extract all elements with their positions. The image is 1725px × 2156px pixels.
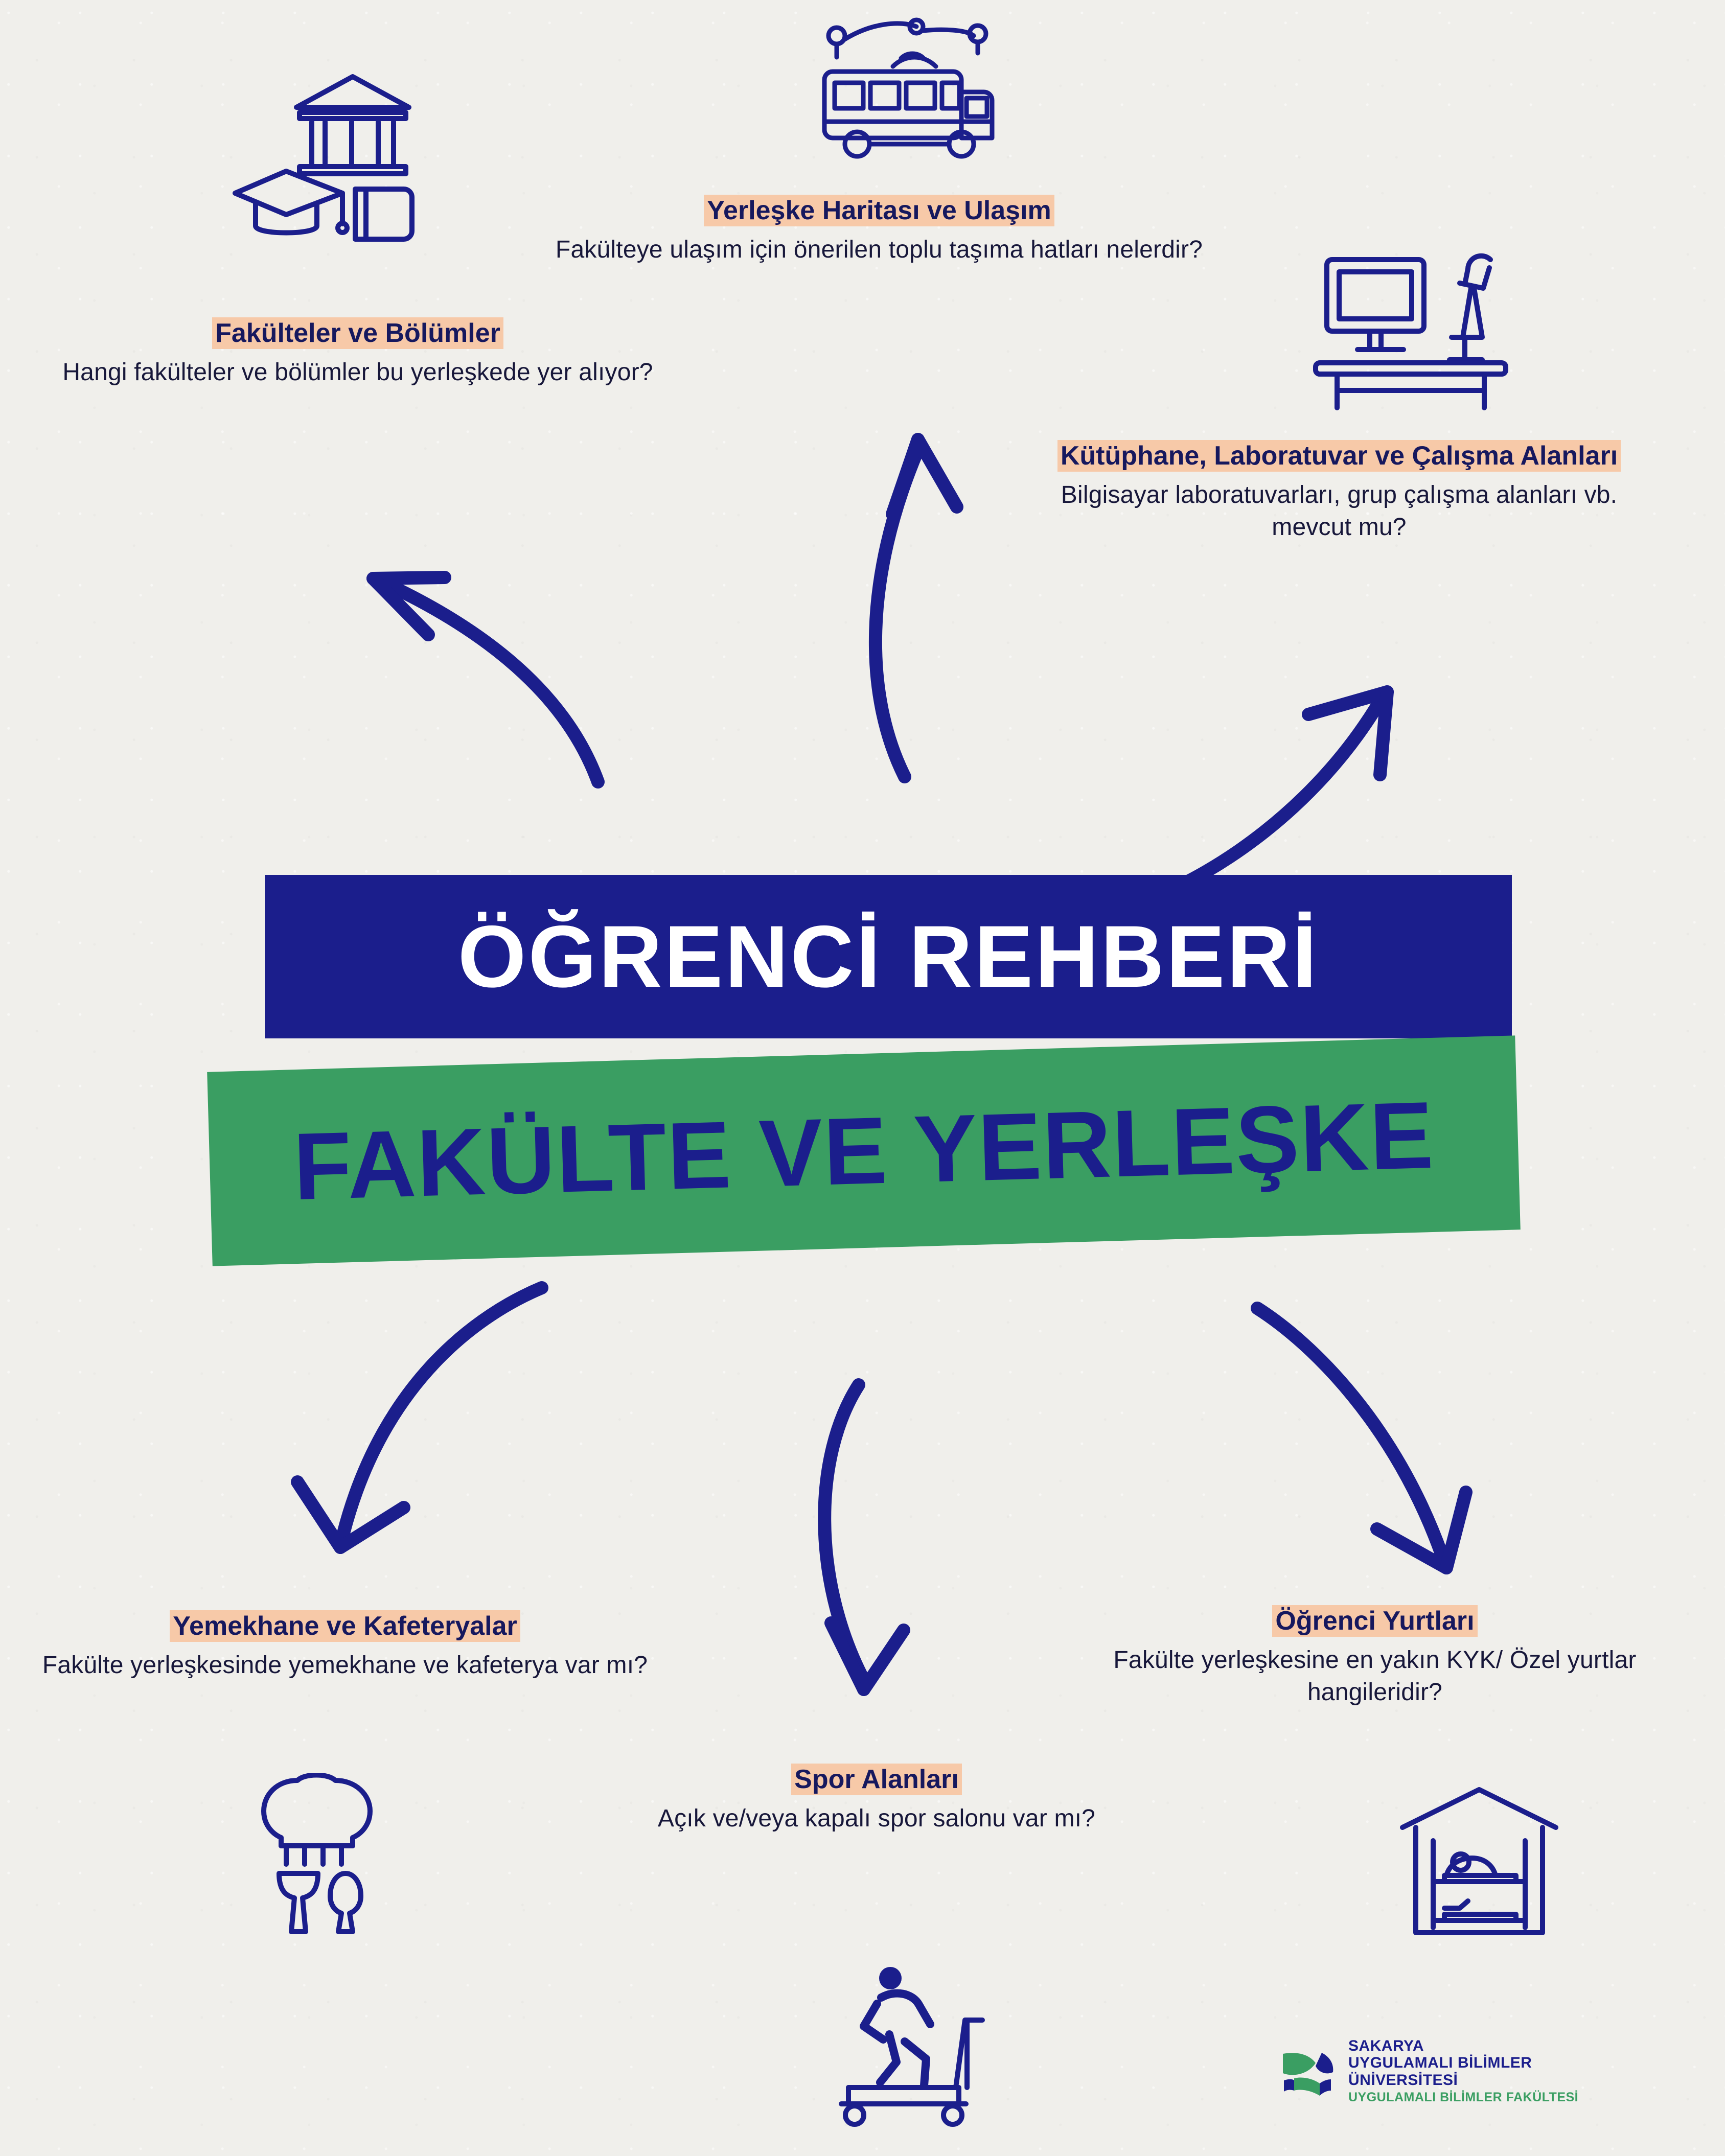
node-title-wrap — [1032, 439, 1646, 472]
university-logo — [1273, 2036, 1578, 2105]
node-description: Fakülte yerleşkesine en yakın KYK/ Özel yurtlar hangileridir? — [1113, 1647, 1637, 1706]
arrow-to-yerleske-haritasi — [843, 419, 997, 787]
logo-line-1: SAKARYA — [1348, 2037, 1424, 2054]
fork-spoon-chef-hat-icon — [256, 1773, 409, 1937]
node-title: Kütüphane, Laboratuvar ve Çalışma Alanları — [1057, 440, 1621, 472]
banner-top-text: ÖĞRENCİ REHBERİ — [457, 908, 1319, 1006]
treadmill-runner-icon — [828, 1960, 997, 2128]
node-title-wrap — [532, 194, 1227, 227]
banner-fakulte-ve-yerleske — [207, 1035, 1521, 1266]
node-title-wrap — [0, 1610, 690, 1642]
banner-ogrenci-rehberi — [265, 875, 1512, 1038]
node-ogrenci-yurtlari — [1068, 1605, 1682, 1708]
node-title: Spor Alanları — [791, 1764, 962, 1795]
arrow-to-kutuphane — [1145, 675, 1411, 905]
logo-line-2: UYGULAMALI BİLİMLER — [1348, 2054, 1532, 2072]
node-kutuphane-laboratuvar-ve-calisma-alanlari — [1032, 439, 1646, 543]
node-title: Öğrenci Yurtları — [1272, 1605, 1477, 1637]
node-title: Yerleşke Haritası ve Ulaşım — [704, 195, 1054, 226]
node-description: Fakülteye ulaşım için önerilen toplu taşıma hatları nelerdir? — [555, 236, 1203, 264]
leaf-book-logo-icon — [1273, 2036, 1339, 2105]
bus-icon — [815, 15, 1009, 169]
university-graduation-book-icon — [225, 61, 440, 245]
arrow-to-ogrenci-yurtlari — [1237, 1298, 1503, 1584]
node-title: Yemekhane ve Kafeteryalar — [170, 1610, 520, 1642]
logo-line-4: UYGULAMALI BİLİMLER FAKÜLTESİ — [1348, 2090, 1579, 2105]
node-description: Hangi fakülteler ve bölümler bu yerleşkede yer alıyor? — [62, 359, 653, 386]
arrow-to-fakulteler — [337, 521, 624, 797]
desk-computer-lamp-icon — [1308, 244, 1513, 413]
node-yemekhane-ve-kafeteryalar — [0, 1610, 690, 1682]
node-description: Açık ve/veya kapalı spor salonu var mı? — [657, 1805, 1096, 1833]
node-title-wrap — [1068, 1605, 1682, 1637]
node-yerleske-haritasi-ve-ulasim — [532, 194, 1227, 266]
node-title: Fakülteler ve Bölümler — [212, 317, 503, 349]
banner-bottom-text: FAKÜLTE VE YERLEŞKE — [292, 1082, 1436, 1220]
dormitory-bunk-bed-icon — [1395, 1783, 1564, 1942]
logo-line-3: ÜNİVERSİTESİ — [1348, 2071, 1458, 2089]
node-fakulteler-ve-bolumler — [61, 317, 654, 389]
node-description: Bilgisayar laboratuvarları, grup çalışma alanları vb. mevcut mu? — [1061, 481, 1618, 541]
node-spor-alanlari — [542, 1763, 1211, 1835]
arrow-to-spor-alanlari — [782, 1375, 935, 1702]
node-title-wrap — [542, 1763, 1211, 1796]
node-description: Fakülte yerleşkesinde yemekhane ve kafeterya var mı? — [42, 1652, 648, 1679]
arrow-to-yemekhane — [286, 1278, 557, 1564]
node-title-wrap — [61, 317, 654, 350]
logo-text-block — [1348, 2037, 1578, 2105]
